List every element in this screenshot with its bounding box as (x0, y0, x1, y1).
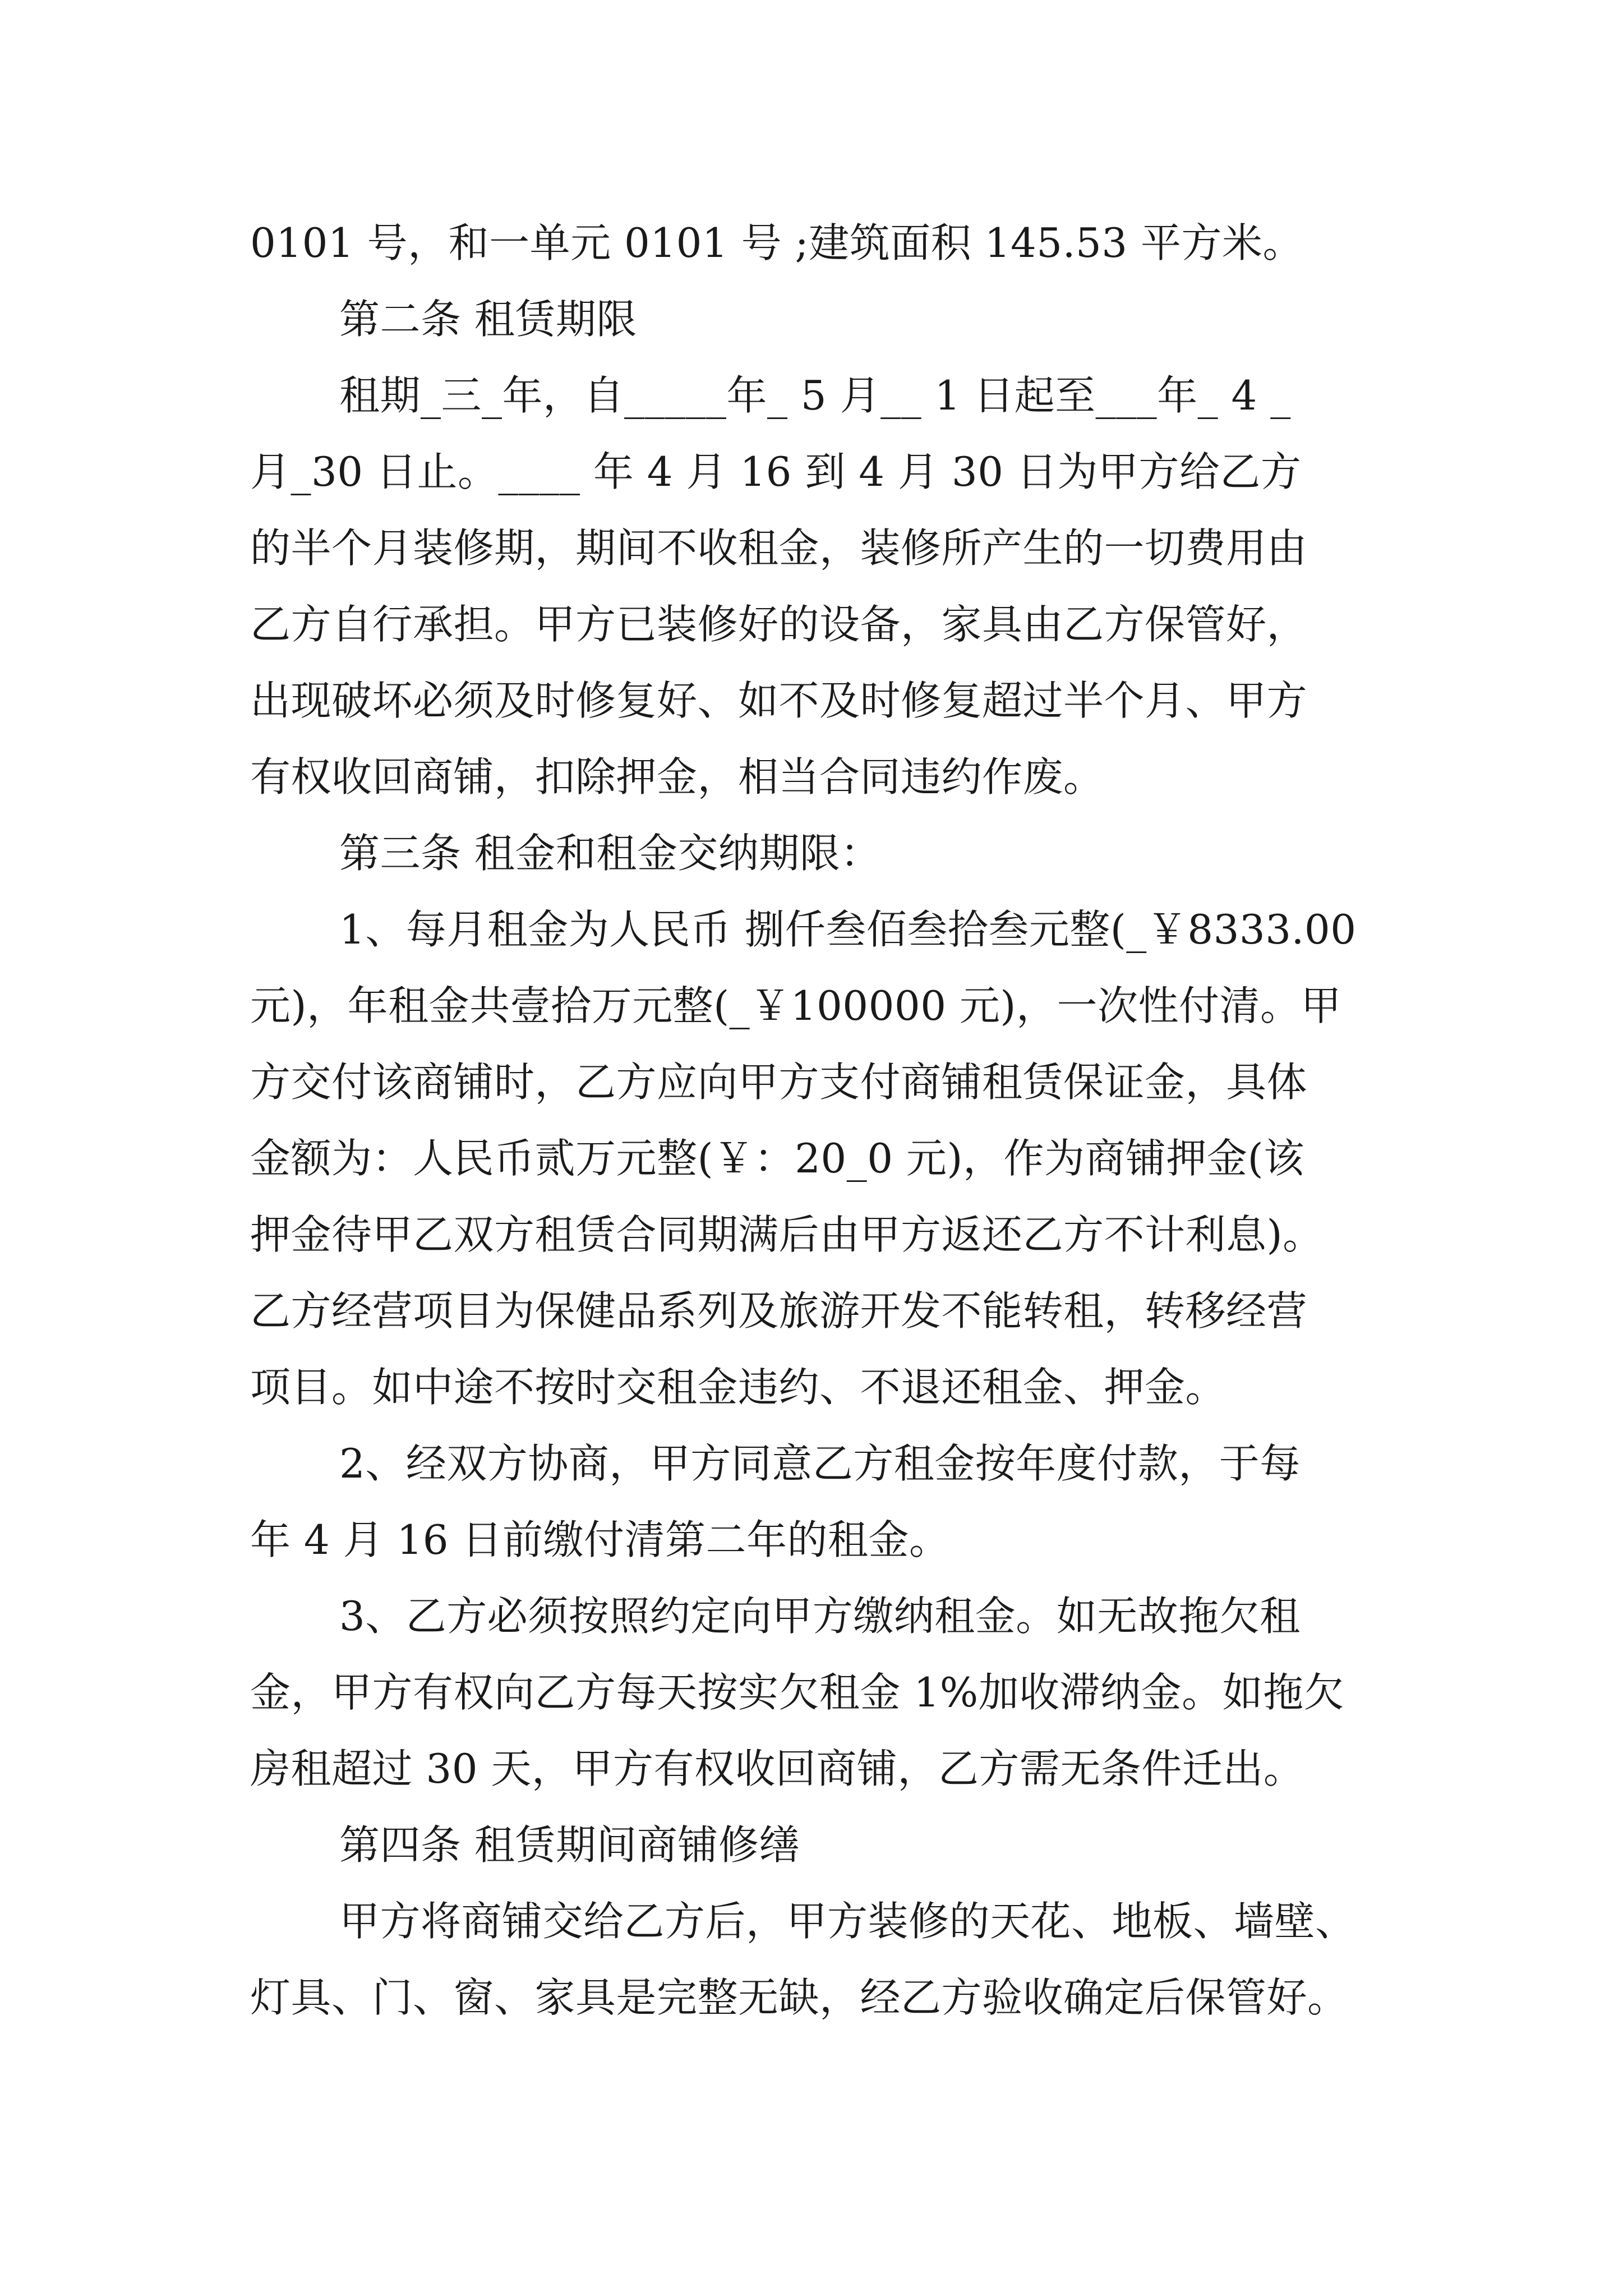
text-line-8: 有权收回商铺，扣除押金，相当合同违约作废。 (250, 753, 1104, 800)
text-line-3: 租期_三_年，自_____年_ 5 月__ 1 日起至___年_ 4 _ (339, 372, 1291, 419)
text-line-19: 3、乙方必须按照约定向甲方缴纳租金。如无故拖欠租 (339, 1593, 1301, 1640)
text-line-4: 月_30 日止。____ 年 4 月 16 到 4 月 30 日为甲方给乙方 (250, 448, 1302, 495)
text-line-14: 押金待甲乙双方租赁合同期满后由甲方返还乙方不计利息)。 (250, 1211, 1324, 1258)
text-line-11: 元)，年租金共壹拾万元整(_￥100000 元)，一次性付清。甲 (250, 982, 1342, 1029)
text-line-24: 灯具、门、窗、家具是完整无缺，经乙方验收确定后保管好。 (250, 1974, 1348, 2021)
text-line-23: 甲方将商铺交给乙方后，甲方装修的天花、地板、墙壁、 (339, 1898, 1356, 1945)
text-line-1: 0101 号，和一单元 0101 号 ;建筑面积 145.53 平方米。 (250, 219, 1303, 266)
section-heading-repairs: 第四条 租赁期间商铺修缮 (339, 1821, 800, 1869)
section-heading-lease-term: 第二条 租赁期限 (339, 296, 637, 343)
text-line-15: 乙方经营项目为保健品系列及旅游开发不能转租，转移经营 (250, 1287, 1308, 1335)
text-line-5: 的半个月装修期，期间不收租金，装修所产生的一切费用由 (250, 524, 1308, 572)
text-line-13: 金额为：人民币贰万元整(￥：20_0 元)，作为商铺押金(该 (250, 1135, 1304, 1182)
text-line-21: 房租超过 30 天，甲方有权收回商铺，乙方需无条件迁出。 (250, 1745, 1304, 1792)
text-line-16: 项目。如中途不按时交租金违约、不退还租金、押金。 (250, 1364, 1227, 1411)
text-line-17: 2、经双方协商，甲方同意乙方租金按年度付款，于每 (339, 1440, 1301, 1487)
text-line-10: 1、每月租金为人民币 捌仟叁佰叁拾叁元整(_￥8333.00 (339, 906, 1357, 953)
text-line-6: 乙方自行承担。甲方已装修好的设备，家具由乙方保管好， (250, 601, 1308, 648)
text-line-7: 出现破坏必须及时修复好、如不及时修复超过半个月、甲方 (250, 677, 1308, 724)
text-line-18: 年 4 月 16 日前缴付清第二年的租金。 (250, 1516, 950, 1563)
section-heading-rent-payment: 第三条 租金和租金交纳期限： (339, 830, 881, 877)
text-line-12: 方交付该商铺时，乙方应向甲方支付商铺租赁保证金，具体 (250, 1059, 1308, 1106)
text-line-20: 金，甲方有权向乙方每天按实欠租金 1%加收滞纳金。如拖欠 (250, 1669, 1345, 1716)
